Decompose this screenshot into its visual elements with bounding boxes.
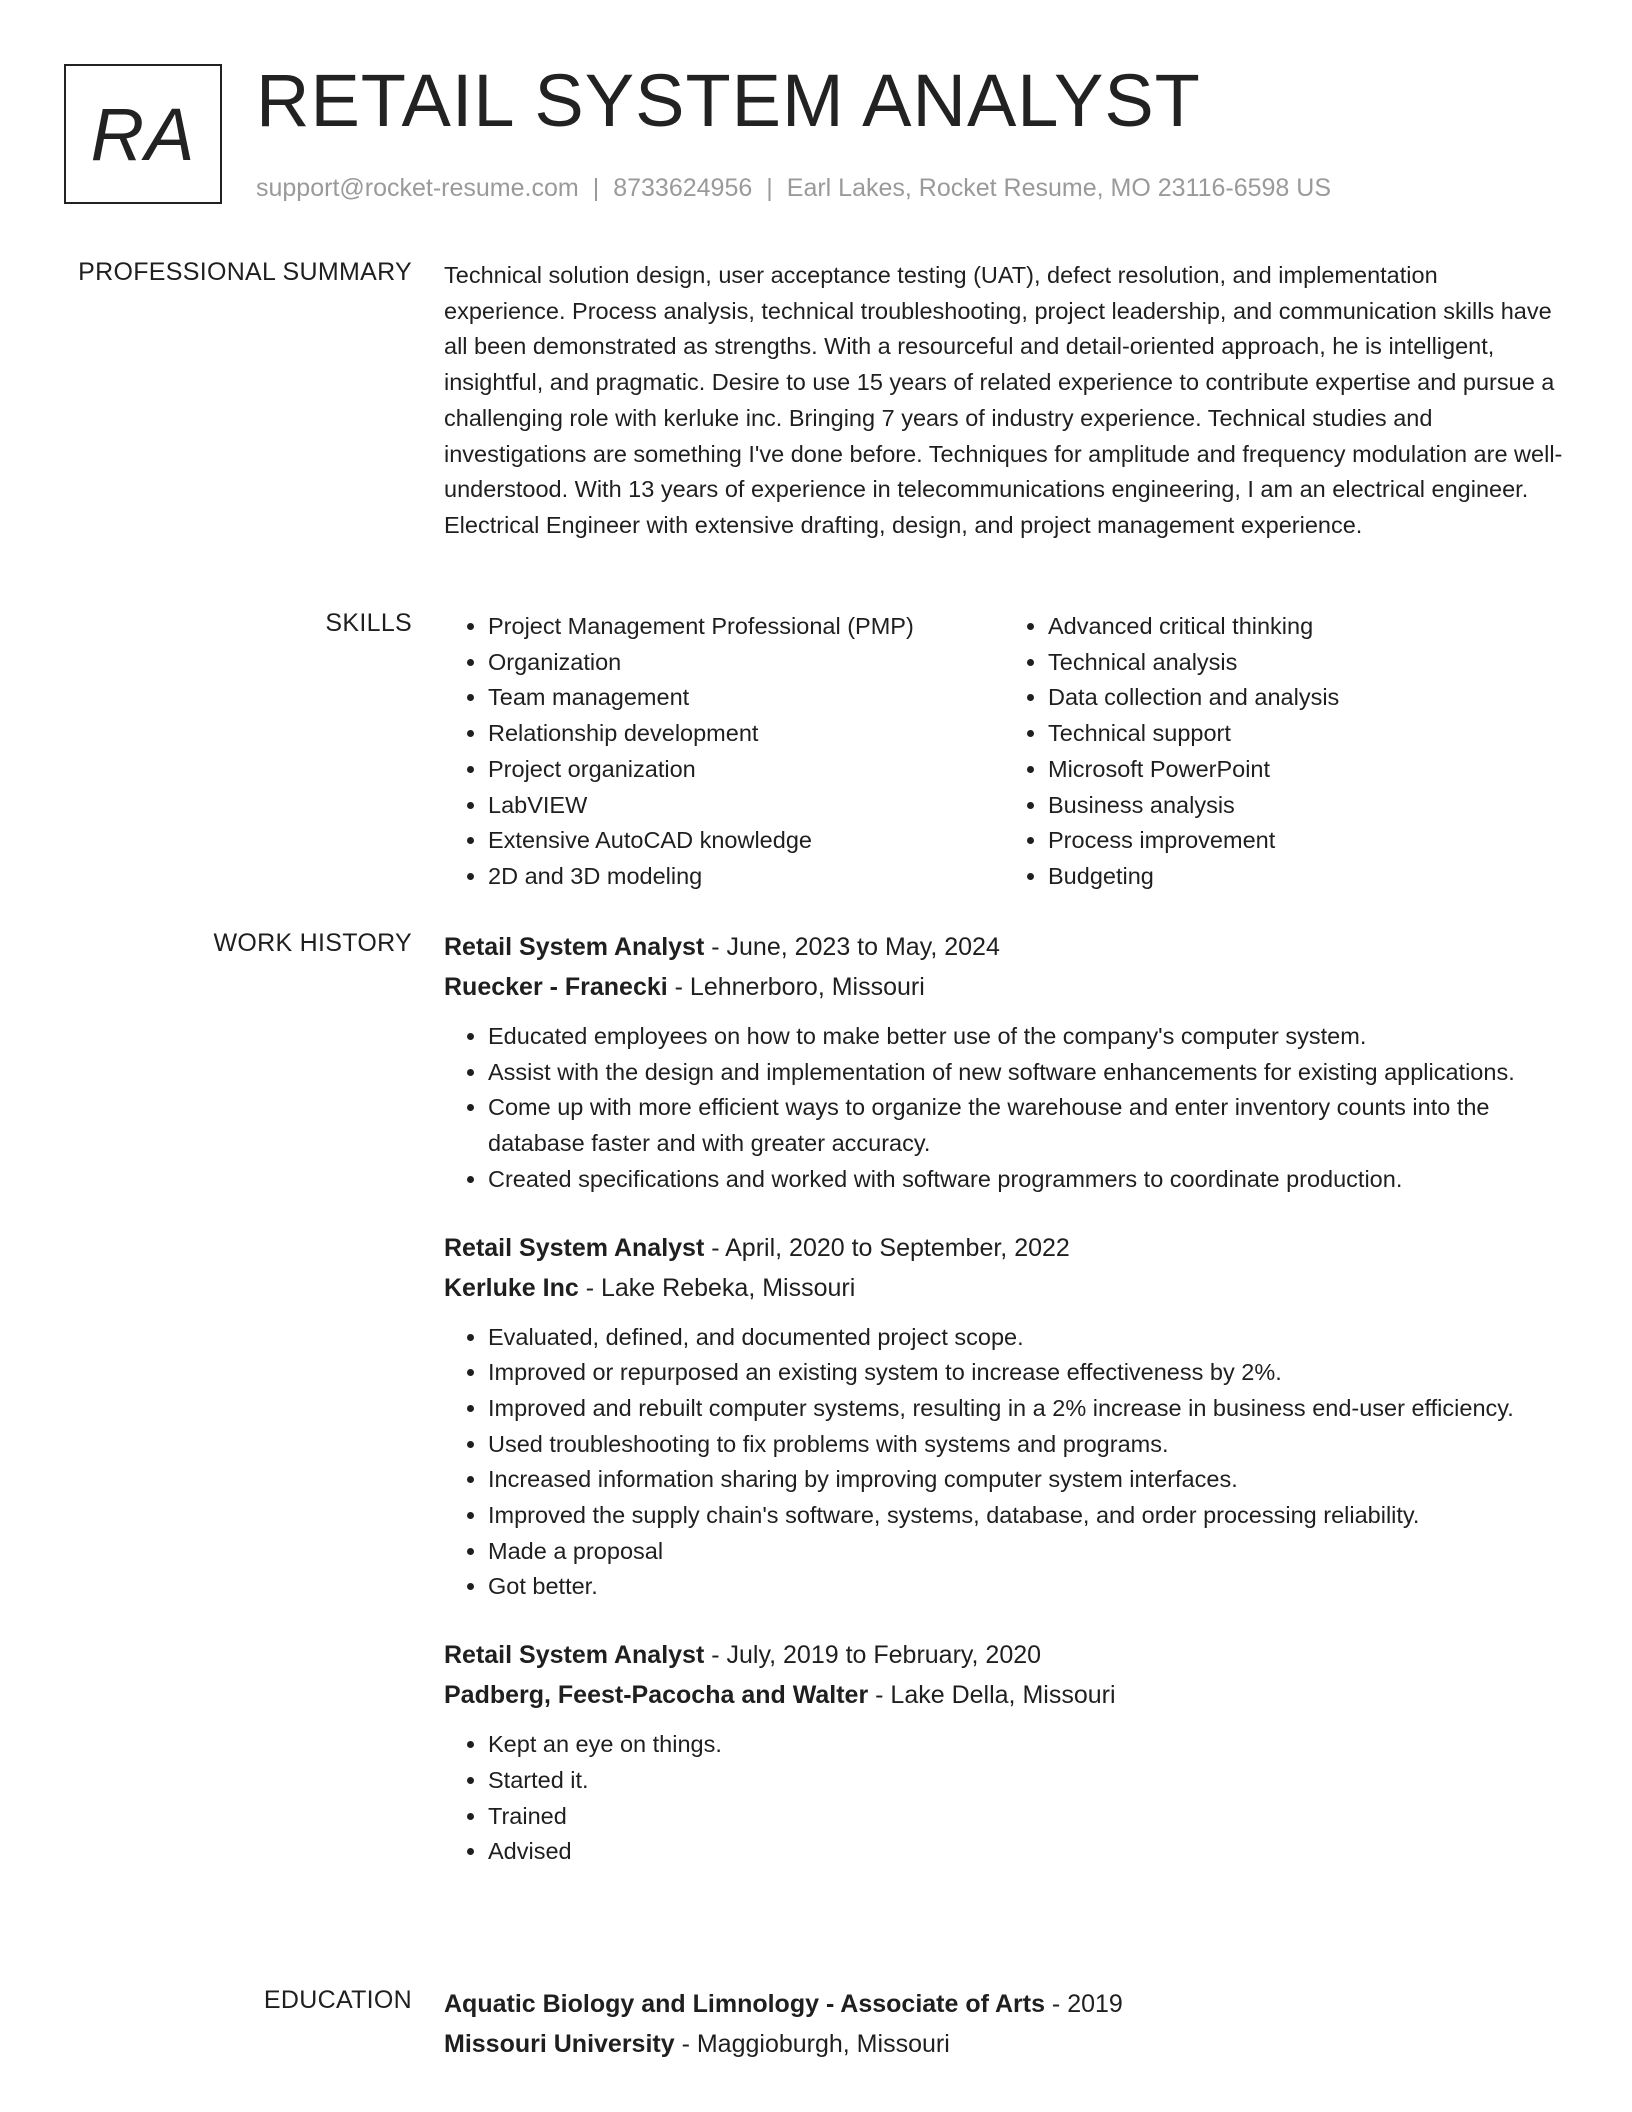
job-entry bbox=[444, 1635, 1564, 1870]
education-school: Missouri University bbox=[444, 2030, 675, 2058]
job-duty: • Kept an eye on things. bbox=[488, 1727, 1564, 1763]
job-location: - Lehnerboro, Missouri bbox=[667, 973, 925, 1001]
job-company-line bbox=[444, 1675, 1564, 1715]
education-school-line bbox=[444, 2024, 1564, 2064]
job-duty: • Increased information sharing by improving computer system interfaces. bbox=[488, 1462, 1564, 1498]
job-duty: • Got better. bbox=[488, 1569, 1564, 1605]
job-duty: • Improved or repurposed an existing system to increase effectiveness by 2%. bbox=[488, 1355, 1564, 1391]
skill-item: • Technical analysis bbox=[1048, 645, 1564, 681]
job-title-line bbox=[444, 1635, 1564, 1675]
job-duty: • Assist with the design and implementation of new software enhancements for existing applications. bbox=[488, 1055, 1564, 1091]
contact-line bbox=[256, 174, 1331, 203]
job-company-line bbox=[444, 967, 1564, 1007]
job-location: - Lake Della, Missouri bbox=[868, 1681, 1116, 1710]
job-company-line bbox=[444, 1268, 1564, 1308]
resume-title: RETAIL SYSTEM ANALYST bbox=[256, 59, 1201, 142]
contact-separator: | bbox=[766, 174, 773, 202]
job-company: Kerluke Inc bbox=[444, 1273, 579, 1302]
work-history-heading: WORK HISTORY bbox=[213, 929, 412, 957]
job-duty: • Advised bbox=[488, 1834, 1564, 1870]
job-title: Retail System Analyst bbox=[444, 933, 705, 961]
contact-phone: 8733624956 bbox=[613, 174, 753, 202]
job-duty: • Improved and rebuilt computer systems, resulting in a 2% increase in business end-user efficiency. bbox=[488, 1391, 1564, 1427]
skill-item: • Business analysis bbox=[1048, 788, 1564, 824]
job-title: Retail System Analyst bbox=[444, 1233, 705, 1262]
skill-item: • Relationship development bbox=[488, 716, 1004, 752]
skill-item: • Data collection and analysis bbox=[1048, 680, 1564, 716]
education-degree-line bbox=[444, 1984, 1564, 2024]
job-title-line bbox=[444, 1228, 1564, 1268]
skills-columns bbox=[444, 609, 1564, 895]
skill-item: • Microsoft PowerPoint bbox=[1048, 752, 1564, 788]
contact-separator: | bbox=[592, 174, 600, 202]
job-duty: • Trained bbox=[488, 1799, 1564, 1835]
job-duties-list bbox=[444, 1320, 1564, 1606]
job-title-line bbox=[444, 927, 1564, 967]
skill-item: • LabVIEW bbox=[488, 788, 1004, 824]
job-duty: • Created specifications and worked with software programmers to coordinate production. bbox=[488, 1162, 1564, 1198]
job-duties-list bbox=[444, 1019, 1564, 1198]
job-duty: • Improved the supply chain's software, systems, database, and order processing reliability. bbox=[488, 1498, 1564, 1534]
education-year: - 2019 bbox=[1044, 1990, 1123, 2018]
job-entry bbox=[444, 1228, 1564, 1606]
job-company: Padberg, Feest-Pacocha and Walter bbox=[444, 1681, 869, 1710]
skill-item: • Team management bbox=[488, 680, 1004, 716]
summary-heading: PROFESSIONAL SUMMARY bbox=[78, 258, 412, 286]
skill-item: • Extensive AutoCAD knowledge bbox=[488, 823, 1004, 859]
skills-heading: SKILLS bbox=[325, 609, 412, 637]
skills-list-right bbox=[1004, 609, 1564, 895]
job-dates: - April, 2020 to September, 2022 bbox=[704, 1233, 1070, 1262]
education-degree: Aquatic Biology and Limnology - Associate of Arts bbox=[444, 1990, 1045, 2018]
skills-list-left bbox=[444, 609, 1004, 895]
skill-item: • Budgeting bbox=[1048, 859, 1564, 895]
job-dates: - July, 2019 to February, 2020 bbox=[704, 1641, 1042, 1670]
job-duties-list bbox=[444, 1727, 1564, 1870]
job-duty: • Made a proposal bbox=[488, 1534, 1564, 1570]
skill-item: • 2D and 3D modeling bbox=[488, 859, 1004, 895]
skill-item: • Advanced critical thinking bbox=[1048, 609, 1564, 645]
summary-paragraph: Technical solution design, user acceptance testing (UAT), defect resolution, and implementation experience. Process analysis, technical troubleshooting, project leadership, and communication skills have all been demonstrated as strengths. With a resourceful and detail-oriented approach, he is intelligent, insightful, and pragmatic. Desire to use 15 years of related experience to contribute expertise and pursue a challenging role with kerluke inc. Bringing 7 years of industry experience. Technical studies and investigations are something I've done before. Techniques for amplitude and frequency modulation are well-understood. With 13 years of experience in telecommunications engineering, I am an electrical engineer. Electrical Engineer with extensive drafting, design, and project management experience. bbox=[444, 262, 1563, 538]
job-entry bbox=[444, 927, 1564, 1198]
job-duty: • Used troubleshooting to fix problems with systems and programs. bbox=[488, 1427, 1564, 1463]
skill-item: • Project organization bbox=[488, 752, 1004, 788]
job-title: Retail System Analyst bbox=[444, 1641, 705, 1670]
skill-item: • Organization bbox=[488, 645, 1004, 681]
education-heading: EDUCATION bbox=[263, 1986, 412, 2014]
contact-address: Earl Lakes, Rocket Resume, MO 23116-6598 US bbox=[786, 174, 1332, 202]
skill-item: • Technical support bbox=[1048, 716, 1564, 752]
job-duty: • Evaluated, defined, and documented project scope. bbox=[488, 1320, 1564, 1356]
education-location: - Maggioburgh, Missouri bbox=[674, 2030, 950, 2058]
job-location: - Lake Rebeka, Missouri bbox=[578, 1273, 856, 1302]
resume-header bbox=[64, 59, 1564, 214]
monogram-badge: RA bbox=[64, 64, 222, 204]
job-duty: • Started it. bbox=[488, 1763, 1564, 1799]
job-duty: • Come up with more efficient ways to organize the warehouse and enter inventory counts into the database faster and with greater accuracy. bbox=[488, 1090, 1564, 1161]
job-company: Ruecker - Franecki bbox=[444, 973, 668, 1001]
job-duty: • Educated employees on how to make better use of the company's computer system. bbox=[488, 1019, 1564, 1055]
skill-item: • Project Management Professional (PMP) bbox=[488, 609, 1004, 645]
contact-email: support@rocket-resume.com bbox=[256, 174, 579, 202]
job-dates: - June, 2023 to May, 2024 bbox=[704, 933, 1000, 961]
skill-item: • Process improvement bbox=[1048, 823, 1564, 859]
